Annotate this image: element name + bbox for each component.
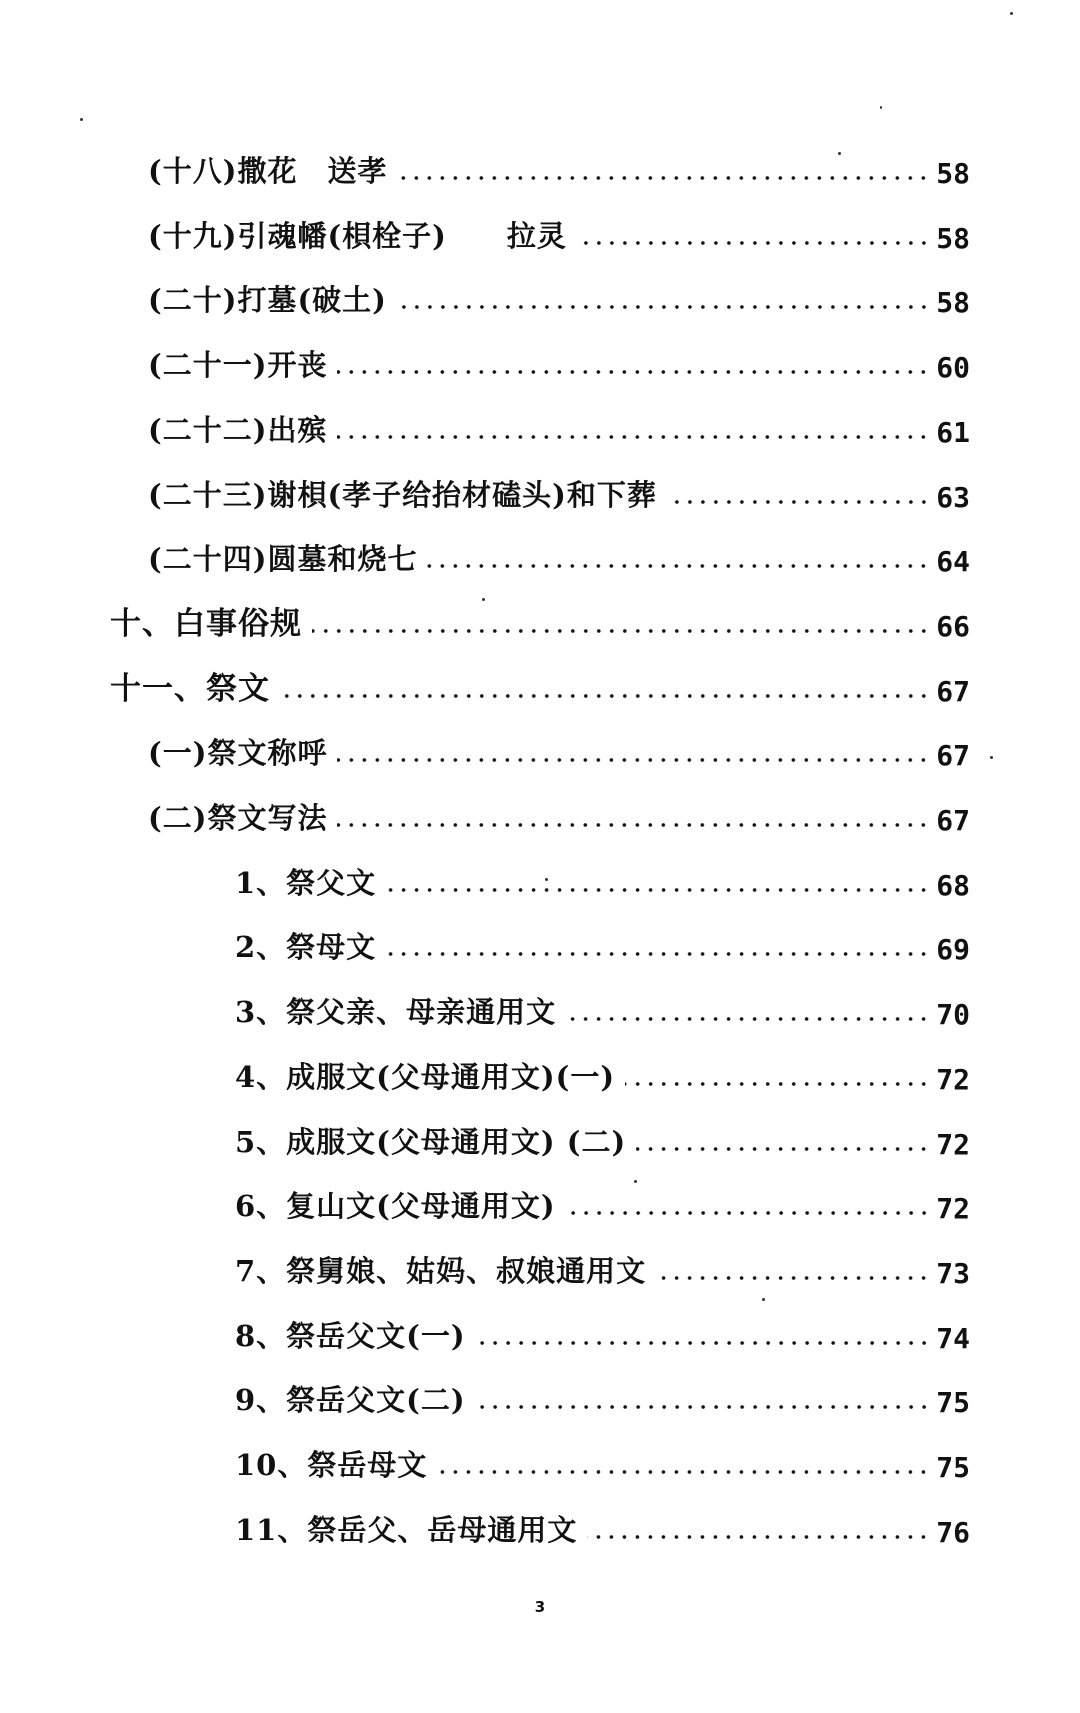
- toc-entry-page-number: 63: [936, 481, 970, 514]
- toc-entry-page-number: 72: [936, 1128, 970, 1161]
- toc-dot-leader: [476, 1405, 931, 1409]
- toc-entry-page-number: 60: [936, 351, 970, 384]
- toc-dot-leader: [312, 629, 930, 633]
- toc-entry-page-number: 58: [936, 157, 970, 190]
- toc-entry[interactable]: [235, 991, 970, 1031]
- scan-speck: [838, 152, 841, 155]
- toc-entry-title: (十八)撒花 送孝: [148, 154, 388, 188]
- toc-entry-title: (一)祭文称呼: [148, 736, 328, 770]
- toc-entry-title: 8、祭岳父文(一): [235, 1319, 466, 1353]
- toc-dot-leader: [476, 1341, 931, 1345]
- toc-entry-page-number: 58: [936, 222, 970, 255]
- toc-entry-page-number: 67: [936, 739, 970, 772]
- toc-entry[interactable]: [148, 215, 970, 255]
- scan-speck: [762, 1298, 765, 1301]
- scan-speck: [1010, 12, 1013, 15]
- scan-speck: [545, 878, 548, 881]
- toc-entry-title: 6、复山文(父母通用文): [235, 1189, 556, 1223]
- toc-entry-title: (二十二)出殡: [148, 413, 328, 447]
- toc-entry-title: (二十四)圆墓和烧七: [148, 542, 418, 576]
- toc-dot-leader: [280, 694, 930, 698]
- toc-entry[interactable]: [235, 1121, 970, 1161]
- toc-dot-leader: [397, 176, 930, 180]
- toc-entry[interactable]: [235, 1250, 970, 1290]
- toc-entry-page-number: 72: [936, 1063, 970, 1096]
- toc-entry[interactable]: [148, 538, 970, 578]
- toc-dot-leader: [337, 758, 930, 762]
- toc-dot-leader: [566, 1017, 930, 1021]
- toc-entry-page-number: 72: [936, 1192, 970, 1225]
- toc-entry[interactable]: [110, 603, 970, 643]
- toc-entry[interactable]: [148, 474, 970, 514]
- toc-dot-leader: [656, 1276, 930, 1280]
- toc-entry-title: (二)祭文写法: [148, 801, 328, 835]
- scan-speck: [990, 756, 993, 759]
- toc-dot-leader: [636, 1147, 930, 1151]
- scan-speck: [634, 1180, 637, 1183]
- toc-entry[interactable]: [235, 1509, 970, 1549]
- toc-dot-leader: [397, 305, 930, 309]
- toc-entry-page-number: 70: [936, 998, 970, 1031]
- toc-entry-title: 十、白事俗规: [110, 606, 302, 642]
- toc-entry-title: 3、祭父亲、母亲通用文: [235, 995, 557, 1029]
- toc-entry-title: 9、祭岳父文(二): [235, 1383, 466, 1417]
- toc-entry-title: (十九)引魂幡(梖栓子) 拉灵: [148, 219, 567, 253]
- toc-entry-page-number: 67: [936, 804, 970, 837]
- toc-entry-title: (二十三)谢梖(孝子给抬材磕头)和下葬: [148, 478, 657, 512]
- toc-entry[interactable]: [148, 797, 970, 837]
- toc-entry[interactable]: [235, 862, 970, 902]
- toc-dot-leader: [577, 241, 930, 245]
- toc-dot-leader: [337, 823, 930, 827]
- toc-entry-page-number: 75: [936, 1386, 970, 1419]
- toc-dot-leader: [625, 1082, 930, 1086]
- toc-entry[interactable]: [235, 1185, 970, 1225]
- toc-dot-leader: [437, 1470, 930, 1474]
- toc-entry[interactable]: [235, 1444, 970, 1484]
- toc-entry-page-number: 74: [936, 1322, 970, 1355]
- toc-entry-page-number: 68: [936, 869, 970, 902]
- toc-entry[interactable]: [148, 344, 970, 384]
- toc-dot-leader: [337, 370, 930, 374]
- toc-entry-page-number: 58: [936, 286, 970, 319]
- toc-entry-page-number: 69: [936, 933, 970, 966]
- toc-dot-leader: [427, 564, 930, 568]
- toc-dot-leader: [566, 1211, 931, 1215]
- toc-entry-title: (二十一)开丧: [148, 348, 328, 382]
- toc-entry-page-number: 73: [936, 1257, 970, 1290]
- toc-entry[interactable]: [110, 668, 970, 708]
- toc-entry-title: (二十)打墓(破土): [148, 283, 387, 317]
- scan-speck: [598, 1470, 600, 1472]
- toc-entry[interactable]: [235, 926, 970, 966]
- toc-entry-page-number: 76: [936, 1516, 970, 1549]
- toc-entry-title: 11、祭岳父、岳母通用文: [235, 1513, 578, 1547]
- scan-speck: [880, 106, 882, 109]
- toc-entry-title: 4、成服文(父母通用文)(一): [235, 1060, 616, 1094]
- page-number: 3: [534, 1598, 546, 1616]
- scan-speck: [80, 118, 83, 121]
- toc-entry-page-number: 64: [936, 545, 970, 578]
- toc-entry[interactable]: [235, 1056, 970, 1096]
- toc-entry-title: 10、祭岳母文: [235, 1448, 428, 1482]
- toc-dot-leader: [386, 952, 930, 956]
- toc-dot-leader: [337, 435, 930, 439]
- toc-entry-title: 7、祭舅娘、姑妈、叔娘通用文: [235, 1254, 647, 1288]
- toc-entry[interactable]: [235, 1379, 970, 1419]
- toc-entry[interactable]: [148, 150, 970, 190]
- toc-dot-leader: [386, 888, 930, 892]
- toc-entry-title: 5、成服文(父母通用文) (二): [235, 1125, 627, 1159]
- toc-entry-title: 十一、祭文: [110, 671, 270, 707]
- toc-entry-page-number: 75: [936, 1451, 970, 1484]
- toc-dot-leader: [667, 500, 930, 504]
- toc-entry-title: 2、祭母文: [235, 930, 377, 964]
- toc-entry[interactable]: [148, 409, 970, 449]
- toc-entry[interactable]: [148, 732, 970, 772]
- toc-entry[interactable]: [235, 1315, 970, 1355]
- scan-speck: [482, 598, 485, 601]
- toc-entry-page-number: 66: [936, 610, 970, 643]
- toc-entry-page-number: 61: [936, 416, 970, 449]
- toc-dot-leader: [587, 1535, 930, 1539]
- toc-entry-title: 1、祭父文: [235, 866, 377, 900]
- toc-entry[interactable]: [148, 279, 970, 319]
- toc-entry-page-number: 67: [936, 675, 970, 708]
